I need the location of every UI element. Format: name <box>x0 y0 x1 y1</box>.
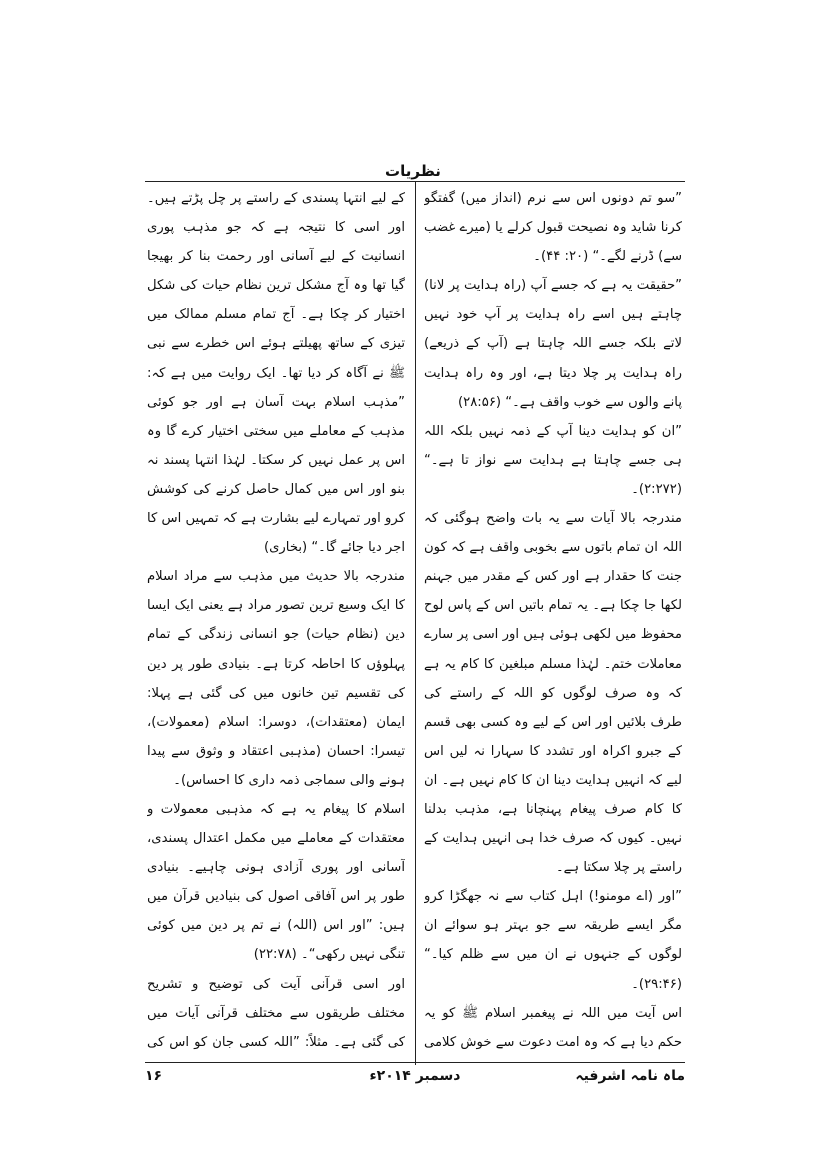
paragraph: اسلام کا پیغام یہ ہے کہ مذہبی معمولات و معتقدات کے معاملے میں مکمل اعتدال پسندی، آسانی اور پوری آزادی ہونی چاہیے۔ بنیادی طور پر اس آفاقی اصول کی بنیادیں قرآن میں ہیں: ”اور اس (اللہ) نے تم پر دین میں کوئی تنگی نہیں رکھی“۔ (۲۲:۷۸) <box>147 801 405 963</box>
paragraph: ”ان کو ہدایت دینا آپ کے ذمہ نہیں بلکہ اللہ ہی جسے چاہتا ہے ہدایت سے نواز تا ہے۔“ (۲:۲۷۲)۔ <box>424 423 682 497</box>
paragraph: مندرجہ بالا حدیث میں مذہب سے مراد اسلام کا ایک وسیع ترین تصور مراد ہے یعنی ایک ایسا دین (نظام حیات) جو انسانی زندگی کے تمام پہلوؤں کا احاطہ کرتا ہے۔ بنیادی طور پر دین کی تقسیم تین خانوں میں کی گئی ہے پہلا: ایمان (معتقدات)، دوسرا: اسلام (معمولات)، تیسرا: احسان (مذہبی اعتقاد و وثوق سے پیدا ہونے والی سماجی ذمہ داری کا احساس)۔ <box>147 569 405 788</box>
paragraph: ”سو تم دونوں اس سے نرم (انداز میں) گفتگو کرنا شاید وہ نصیحت قبول کرلے یا (میرے غضب سے) ڈرنے لگے۔“ (۲۰: ۴۴)۔ <box>424 191 682 265</box>
magazine-name: ماہ نامہ اشرفیہ <box>575 1068 685 1084</box>
issue-date: دسمبر ۲۰۱۴ء <box>369 1068 461 1084</box>
paragraph: مندرجہ بالا آیات سے یہ بات واضح ہوگئی کہ اللہ ان تمام باتوں سے بخوبی واقف ہے کہ کون جنت کا حقدار ہے اور کس کے مقدر میں جہنم لکھا جا چکا ہے۔ یہ تمام باتیں اس کے پاس لوح محفوظ میں لکھی ہوئی ہیں اور اسی پر سارے معاملات ختم۔ لہٰذا مسلم مبلغین کا کام یہ ہے کہ وہ صرف لوگوں کو اللہ کے راستے کی طرف بلائیں اور اس کے لیے وہ کسی بھی قسم کے جبرو اکراہ اور تشدد کا سہارا نہ لیں اس لیے کہ انہیں ہدایت دینا ان کا کام نہیں ہے۔ ان کا کام صرف پیغام پہنچانا ہے، مذہب بدلنا نہیں۔ کیوں کہ صرف خدا ہی انہیں ہدایت کے راستے پر چلا سکتا ہے۔ <box>424 511 682 876</box>
paragraph: ”اور (اے مومنو!) اہل کتاب سے نہ جھگڑا کرو مگر ایسے طریقہ سے جو بہتر ہو سوائے ان لوگوں کے جنہوں نے ان میں سے ظلم کیا۔“ (۲۹:۴۶)۔ <box>424 889 682 992</box>
paragraph: ”حقیقت یہ ہے کہ جسے آپ (راہ ہدایت پر لانا) چاہتے ہیں اسے راہ ہدایت پر آپ خود نہیں لاتے بلکہ جسے اللہ چاہتا ہے (آپ کے ذریعے) راہ ہدایت پر چلا دیتا ہے، اور وہ راہ ہدایت پانے والوں سے خوب واقف ہے۔“ (۲۸:۵۶) <box>424 278 682 410</box>
page-header-title: نظریات <box>385 162 441 180</box>
left-column <box>147 184 405 1060</box>
footer-rule <box>145 1062 685 1063</box>
page-footer <box>145 1068 685 1092</box>
page-number: ۱۶ <box>145 1068 163 1084</box>
paragraph: اس آیت میں اللہ نے پیغمبر اسلام ﷺ کو یہ حکم دیا ہے کہ وہ امت دعوت سے خوش کلامی <box>424 1005 682 1050</box>
paragraph: اور اسی قرآنی آیت کی توضیح و تشریح مختلف طریقوں سے مختلف قرآنی آیات میں کی گئی ہے۔ مثلاً: ”اللہ کسی جان کو اس کی <box>147 976 405 1050</box>
right-column <box>424 184 682 1060</box>
column-divider <box>415 181 416 1065</box>
paragraph: کے لیے انتہا پسندی کے راستے پر چل پڑتے ہیں۔ اور اسی کا نتیجہ ہے کہ جو مذہب پوری انسانیت کے لیے آسانی اور رحمت بنا کر بھیجا گیا تھا وہ آج مشکل ترین نظام حیات کی شکل اختیار کر چکا ہے۔ آج تمام مسلم ممالک میں تیزی کے ساتھ پھیلتے ہوئے اس خطرے سے نبی ﷺ نے آگاہ کر دیا تھا۔ ایک روایت میں ہے کہ: ”مذہب اسلام بہت آسان ہے اور جو کوئی مذہب کے معاملے میں سختی اختیار کرے گا وہ اس پر عمل نہیں کر سکتا۔ لہٰذا انتہا پسند نہ بنو اور اس میں کمال حاصل کرنے کی کوشش کرو اور تمہارے لیے بشارت ہے کہ تمہیں اس کا اجر دیا جائے گا۔“ (بخاری) <box>147 191 405 556</box>
